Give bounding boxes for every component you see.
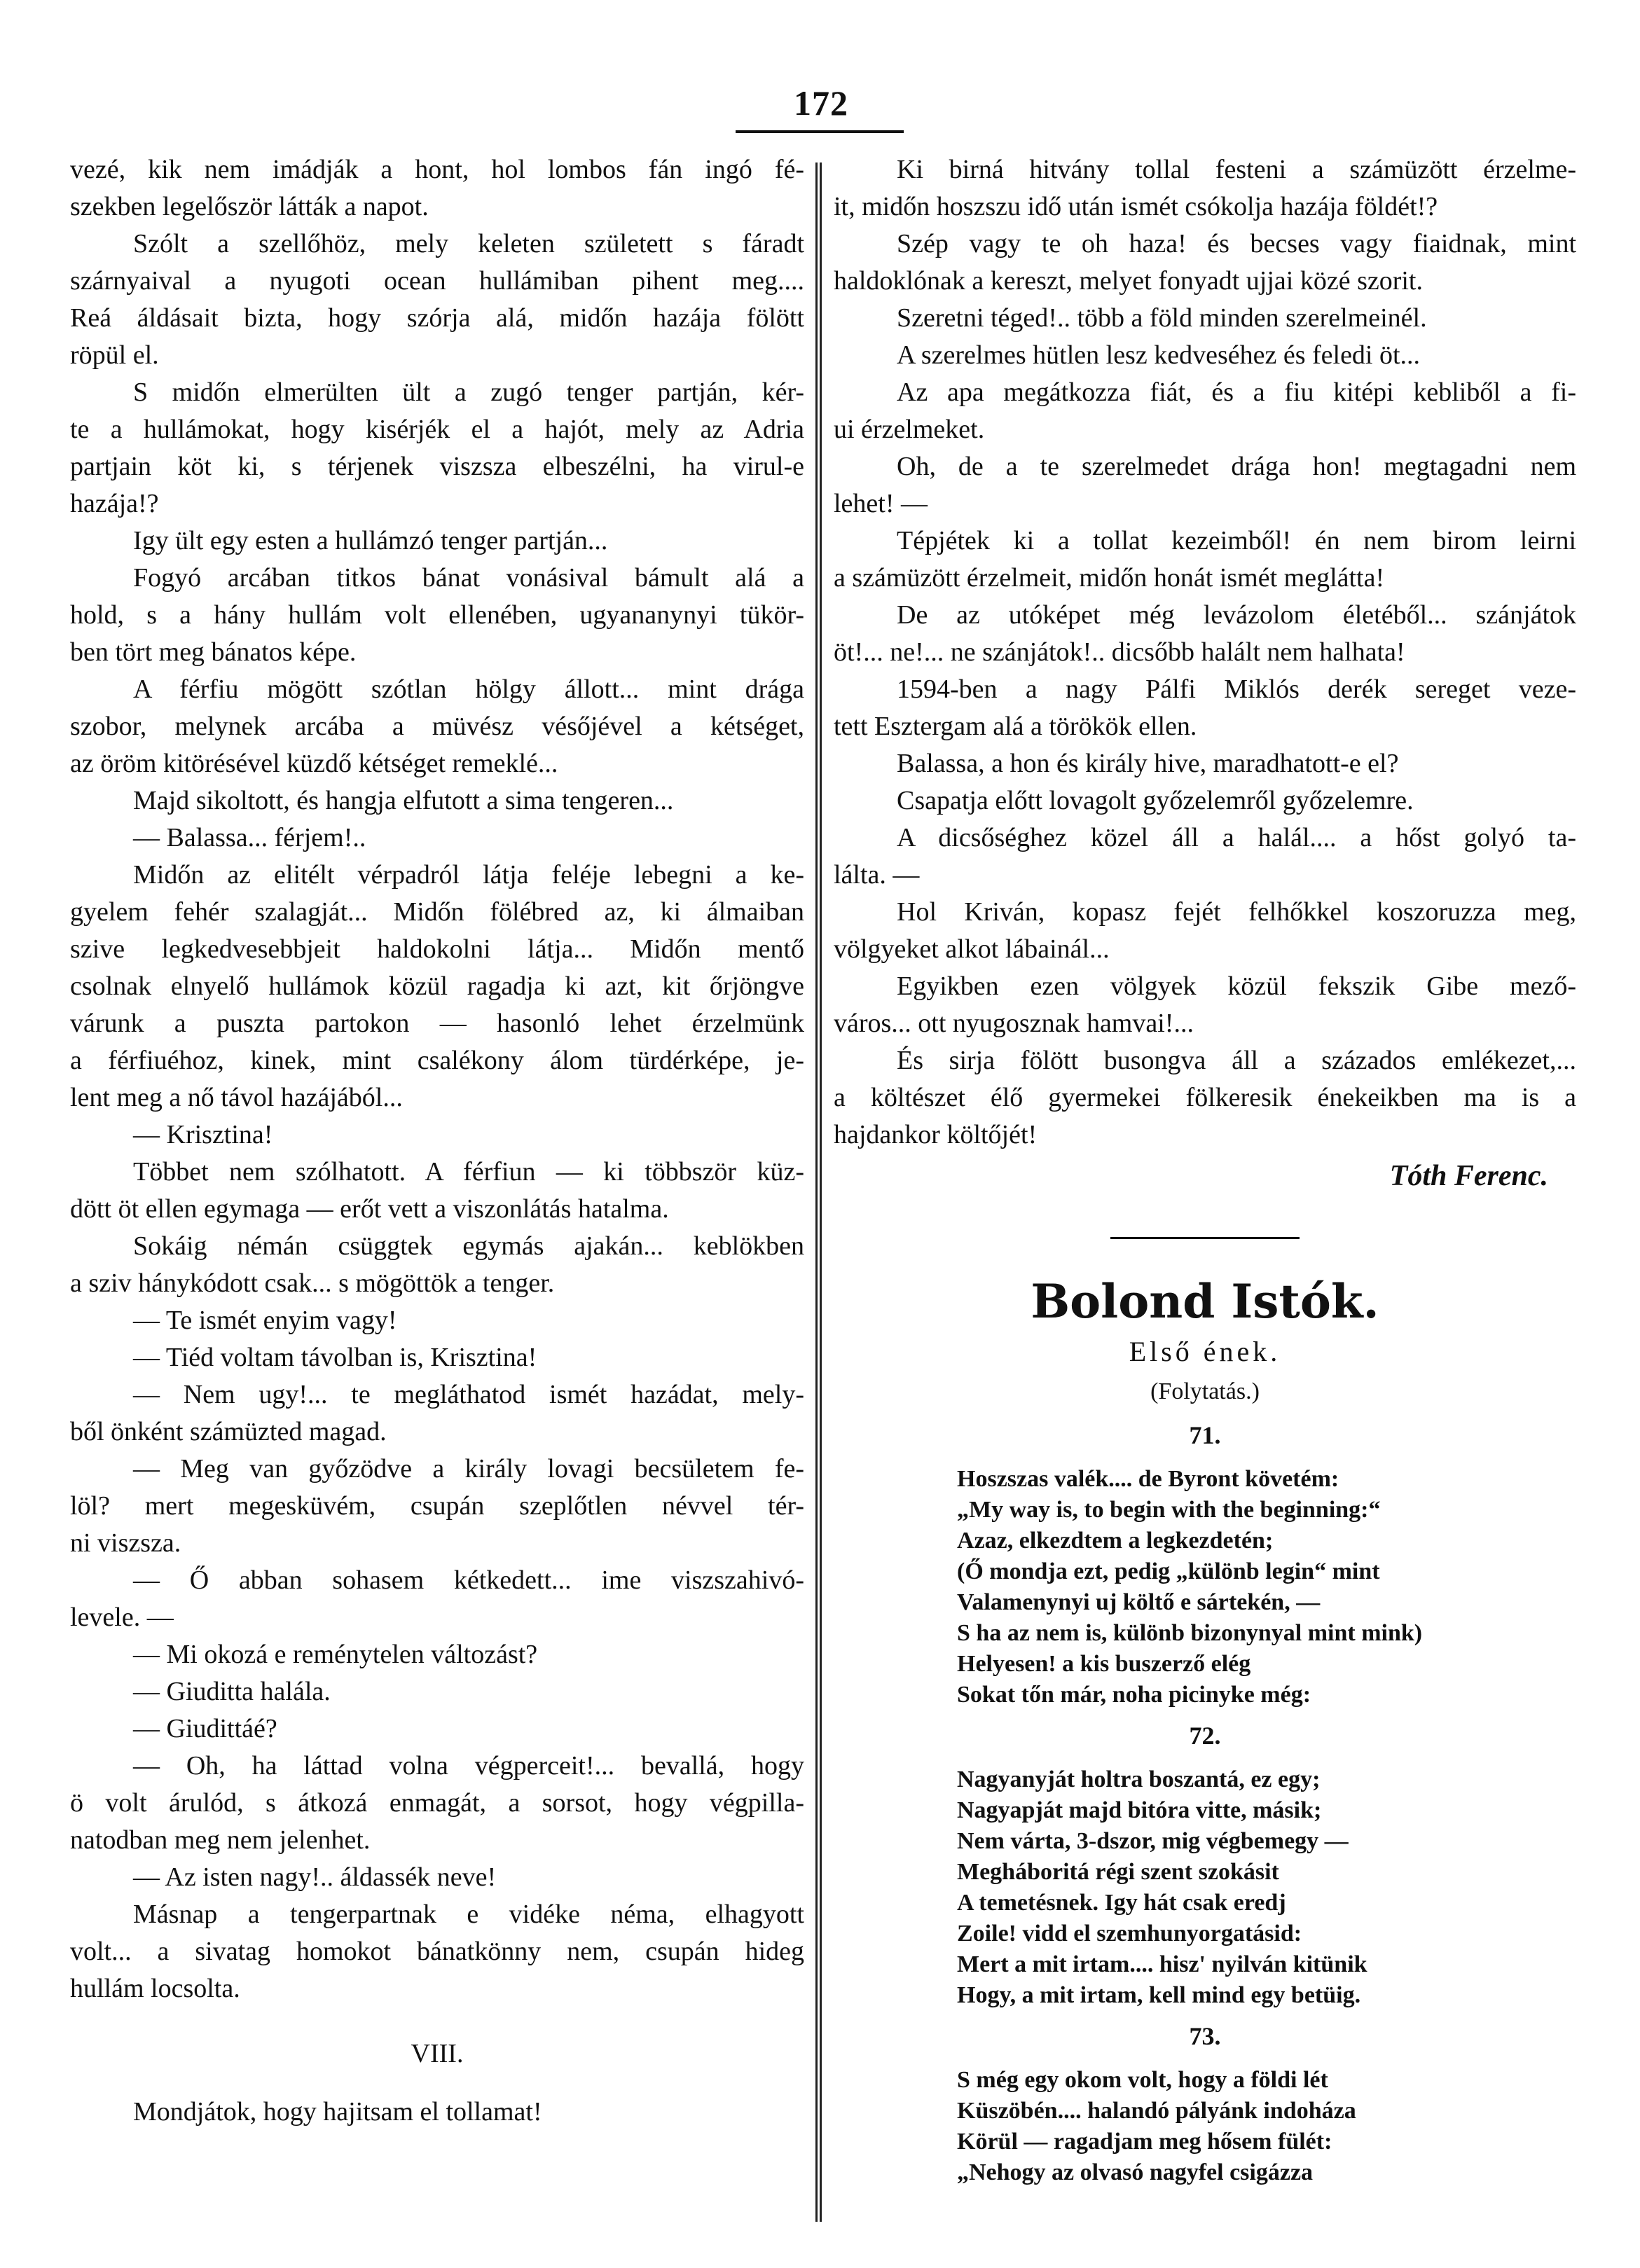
text-line: — Krisztina! xyxy=(133,1120,273,1149)
paragraph xyxy=(70,374,804,523)
paragraph xyxy=(70,1748,804,1859)
text-line: A férfiu mögött szótlan hölgy állott... mint drága xyxy=(133,675,804,704)
paragraph xyxy=(834,671,1576,745)
verse-line: S még egy okom volt, hogy a földi lét xyxy=(957,2067,1328,2093)
text-line: Ki birná hitvány tollal festeni a számüzött érzelme- xyxy=(897,155,1576,184)
left-column-text xyxy=(70,151,804,2007)
paragraph xyxy=(70,1451,804,1562)
text-line: löl? mert megesküvém, csupán szeplőtlen névvel tér- xyxy=(70,1491,804,1521)
paragraph xyxy=(70,1562,804,1636)
paragraph xyxy=(70,560,804,671)
text-line: Igy ült egy esten a hullámzó tenger partján... xyxy=(133,526,608,555)
verse-line: Sokat tőn már, noha picinyke még: xyxy=(957,1682,1311,1708)
paragraph xyxy=(834,226,1576,300)
text-line: Majd sikoltott, és hangja elfutott a sima tengeren... xyxy=(133,786,674,815)
text-line: Fogyó arcában titkos bánat vonásival bámult alá a xyxy=(133,563,804,593)
text-line: lehet! — xyxy=(834,489,928,518)
text-line: röpül el. xyxy=(70,340,159,370)
verse-line: Megháboritá régi szent szokásit xyxy=(957,1859,1279,1885)
text-line: Az apa megátkozza fiát, és a fiu kitépi kebliből a fi- xyxy=(897,378,1576,407)
verse-line: „My way is, to begin with the beginning:“ xyxy=(957,1497,1381,1523)
poem-note: (Folytatás.) xyxy=(1150,1378,1260,1404)
left-column xyxy=(70,151,804,2131)
text-line: öt!... ne!... ne szánjátok!.. dicsőbb halált nem halhata! xyxy=(834,637,1405,667)
text-line: És sirja fölött busongva áll a százados emlékezet,... xyxy=(897,1046,1576,1075)
paragraph xyxy=(834,820,1576,894)
paragraph xyxy=(834,448,1576,523)
verse-line: Küszöbén.... halandó pályánk indoháza xyxy=(957,2098,1356,2124)
text-line: hazája!? xyxy=(70,489,159,518)
text-line: volt... a sivatag homokot bánatkönny nem, csupán hideg xyxy=(70,1937,804,1966)
text-line: völgyeket alkot lábainál... xyxy=(834,934,1110,964)
paragraph xyxy=(70,1896,804,2007)
paragraph xyxy=(834,597,1576,671)
paragraph xyxy=(70,671,804,782)
text-line: hullám locsolta. xyxy=(70,1974,240,2003)
paragraph xyxy=(834,337,1576,374)
text-line: — Mi okozá e reménytelen változást? xyxy=(133,1640,538,1669)
verse-line: S ha az nem is, különb bizonynyal mint mink) xyxy=(957,1620,1423,1646)
stanza xyxy=(834,1764,1576,2011)
text-line: szárnyaival a nyugoti ocean hullámiban pihent meg.... xyxy=(70,266,804,296)
page-number: 172 xyxy=(794,83,848,123)
paragraph xyxy=(70,1710,804,1748)
text-line: — Te ismét enyim vagy! xyxy=(133,1306,397,1335)
paragraph xyxy=(70,782,804,820)
verse-line: Nem várta, 3-dszor, mig végbemegy — xyxy=(957,1828,1349,1854)
column-divider xyxy=(815,163,822,2222)
text-line: ö volt árulód, s átkozá enmagát, a sorsot, hogy végpilla- xyxy=(70,1788,804,1818)
text-line: De az utóképet még levázolom életéből... szánjátok xyxy=(897,600,1576,630)
verse-line: Helyesen! a kis buszerző elég xyxy=(957,1651,1251,1677)
text-line: lálta. — xyxy=(834,860,920,890)
text-line: Egyikben ezen völgyek közül fekszik Gibe mező- xyxy=(897,971,1576,1001)
text-line: te a hullámokat, hogy kisérjék el a hajót, mely az Adria xyxy=(70,415,804,444)
paragraph xyxy=(834,782,1576,820)
stanza xyxy=(834,2065,1576,2188)
verse-line: Valamenynyi uj költő e sártekén, — xyxy=(957,1589,1321,1615)
text-line: a költészet élő gyermekei fölkeresik énekeikben ma is a xyxy=(834,1083,1576,1112)
text-line: Sokáig némán csüggtek egymás ajakán... keblökben xyxy=(133,1231,804,1261)
section-heading: VIII. xyxy=(411,2039,464,2068)
verse-line: Hogy, a mit irtam, kell mind egy betüig. xyxy=(957,1982,1361,2008)
text-line: ni viszsza. xyxy=(70,1528,181,1558)
text-line: — Oh, ha láttad volna végperceit!... bevallá, hogy xyxy=(133,1751,804,1780)
text-line: levele. — xyxy=(70,1603,174,1632)
text-line: A dicsőséghez közel áll a halál.... a hőst golyó ta- xyxy=(897,823,1576,852)
poem-stanzas xyxy=(834,1417,1576,2188)
text-line: a férfiuéhoz, kinek, mint csalékony álom türdérképe, je- xyxy=(70,1046,804,1075)
text-line: Csapatja előtt lovagolt győzelemről győzelemre. xyxy=(897,786,1414,815)
verse-line: Körül — ragadjam meg hősem fülét: xyxy=(957,2129,1332,2155)
paragraph xyxy=(834,523,1576,597)
text-line: Tépjétek ki a tollat kezeimből! én nem birom leirni xyxy=(897,526,1576,555)
text-line: a sziv hánykódott csak... s mögöttök a tenger. xyxy=(70,1268,555,1298)
text-line: szobor, melynek arcába a müvész vésőjével a kétséget, xyxy=(70,712,804,741)
paragraph xyxy=(70,1673,804,1710)
text-line: ben tört meg bánatos képe. xyxy=(70,637,357,667)
text-line: partjain köt ki, s térjenek viszsza elbeszélni, ha virul-e xyxy=(70,452,804,481)
paragraph xyxy=(70,1339,804,1376)
verse-line: Hoszszas valék.... de Byront követém: xyxy=(957,1466,1339,1492)
stanza-number: 72. xyxy=(1189,1722,1221,1750)
header-rule xyxy=(736,130,904,133)
text-line: Oh, de a te szerelmedet drága hon! megtagadni nem xyxy=(897,452,1576,481)
text-line: natodban meg nem jelenhet. xyxy=(70,1825,371,1855)
paragraph xyxy=(70,1376,804,1451)
text-line: dött öt ellen egymaga — erőt vett a viszonlátás hatalma. xyxy=(70,1194,669,1224)
right-column xyxy=(834,151,1576,2188)
verse-line: Zoile! vidd el szemhunyorgatásid: xyxy=(957,1921,1302,1947)
text-line: ui érzelmeket. xyxy=(834,415,985,444)
verse-line: (Ő mondja ezt, pedig „különb legin“ mint xyxy=(957,1558,1380,1584)
text-line: — Ő abban sohasem kétkedett... ime viszszahivó- xyxy=(133,1565,804,1595)
paragraph xyxy=(70,820,804,857)
text-line: Szeretni téged!.. több a föld minden szerelmeinél. xyxy=(897,303,1427,333)
paragraph xyxy=(834,151,1576,226)
text-line: — Giudittáé? xyxy=(133,1714,277,1743)
text-line: 1594-ben a nagy Pálfi Miklós derék sereget veze- xyxy=(897,675,1576,704)
text-line: Szép vagy te oh haza! és becses vagy fiaidnak, mint xyxy=(897,229,1576,258)
text-line: Hol Kriván, kopasz fejét felhőkkel koszoruzza meg, xyxy=(897,897,1576,927)
text-line: csolnak elnyelő hullámok közül ragadja ki azt, kit őrjöngve xyxy=(70,971,804,1001)
paragraph xyxy=(70,1859,804,1896)
verse-line: Nagyapját majd bitóra vitte, másik; xyxy=(957,1797,1322,1823)
paragraph xyxy=(70,1302,804,1339)
poem-subtitle: Első ének. xyxy=(1129,1336,1281,1367)
verse-line: Mert a mit irtam.... hisz' nyilván kitünik xyxy=(957,1951,1367,1977)
paragraph xyxy=(834,1042,1576,1154)
section-rule xyxy=(1110,1237,1300,1239)
text-line: S midőn elmerülten ült a zugó tenger partján, kér- xyxy=(133,378,804,407)
paragraph xyxy=(70,523,804,560)
text-line: várunk a puszta partokon — hasonló lehet érzelmünk xyxy=(70,1009,804,1038)
verse-line: A temetésnek. Igy hát csak eredj xyxy=(957,1890,1286,1916)
text-line: ből önként számüzted magad. xyxy=(70,1417,387,1446)
text-line: Többet nem szólhatott. A férfiun — ki többször küz- xyxy=(133,1157,804,1187)
text-line: az öröm kitörésével küzdő kétséget remeklé... xyxy=(70,749,558,778)
verse-line: Azaz, elkezdtem a legkezdetén; xyxy=(957,1528,1274,1554)
text-line: város... ott nyugosznak hamvai!... xyxy=(834,1009,1194,1038)
paragraph xyxy=(70,1154,804,1228)
text-line: Reá áldásait bizta, hogy szórja alá, midőn hazája fölött xyxy=(70,303,804,333)
text-line: vezé, kik nem imádják a hont, hol lombos fán ingó fé- xyxy=(70,155,804,184)
text-line: — Balassa... férjem!.. xyxy=(133,823,366,852)
text-line: hajdankor költőjét! xyxy=(834,1120,1038,1149)
paragraph xyxy=(70,1228,804,1302)
text-line: Balassa, a hon és király hive, maradhatott-e el? xyxy=(897,749,1399,778)
right-column-text xyxy=(834,151,1576,1154)
paragraph xyxy=(70,1636,804,1673)
text-line: tett Esztergam alá a törökök ellen. xyxy=(834,712,1197,741)
text-line: — Meg van győzödve a király lovagi becsületem fe- xyxy=(133,1454,804,1484)
poem-title: Bolond Istók. xyxy=(1031,1274,1379,1329)
text-line: A szerelmes hütlen lesz kedveséhez és feledi öt... xyxy=(897,340,1421,370)
stanza-number: 73. xyxy=(1189,2022,1221,2050)
stanza-number: 71. xyxy=(1189,1421,1221,1449)
text-line: a számüzött érzelmeit, midőn honát ismét meglátta! xyxy=(834,563,1385,593)
paragraph xyxy=(70,1116,804,1154)
text-line: gyelem fehér szalagját... Midőn fölébred az, ki álmaiban xyxy=(70,897,804,927)
paragraph xyxy=(834,300,1576,337)
stanza xyxy=(834,1464,1576,1710)
text-line: it, midőn hoszszu idő után ismét csókolja hazája földét!? xyxy=(834,192,1438,221)
text-line: lent meg a nő távol hazájából... xyxy=(70,1083,403,1112)
text-line: — Nem ugy!... te megláthatod ismét hazádat, mely- xyxy=(133,1380,804,1409)
paragraph xyxy=(834,374,1576,448)
text-line: — Giuditta halála. xyxy=(133,1677,331,1706)
paragraph xyxy=(70,226,804,374)
text-line: Másnap a tengerpartnak e vidéke néma, elhagyott xyxy=(133,1900,804,1929)
verse-line: Nagyanyját holtra boszantá, ez egy; xyxy=(957,1766,1321,1792)
author-signature: Tóth Ferenc. xyxy=(1389,1160,1548,1192)
text-line: szive legkedvesebbjeit haldokolni látja... Midőn mentő xyxy=(70,934,804,964)
text-line: Midőn az elitélt vérpadról látja feléje lebegni a ke- xyxy=(133,860,804,890)
text-line: — Tiéd voltam távolban is, Krisztina! xyxy=(133,1343,537,1372)
paragraph xyxy=(70,151,804,226)
paragraph xyxy=(834,968,1576,1042)
closing-line: Mondjátok, hogy hajitsam el tollamat! xyxy=(133,2097,542,2127)
text-line: — Az isten nagy!.. áldassék neve! xyxy=(133,1862,497,1892)
text-line: hold, s a hány hullám volt ellenében, ugyananynyi tükör- xyxy=(70,600,804,630)
paragraph xyxy=(70,857,804,1116)
text-line: Szólt a szellőhöz, mely keleten született s fáradt xyxy=(133,229,804,258)
text-line: szekben legelőször látták a napot. xyxy=(70,192,429,221)
text-line: haldoklónak a kereszt, melyet fonyadt ujjai közé szorit. xyxy=(834,266,1423,296)
verse-line: „Nehogy az olvasó nagyfel csigázza xyxy=(957,2159,1314,2185)
paragraph xyxy=(834,894,1576,968)
paragraph xyxy=(834,745,1576,782)
